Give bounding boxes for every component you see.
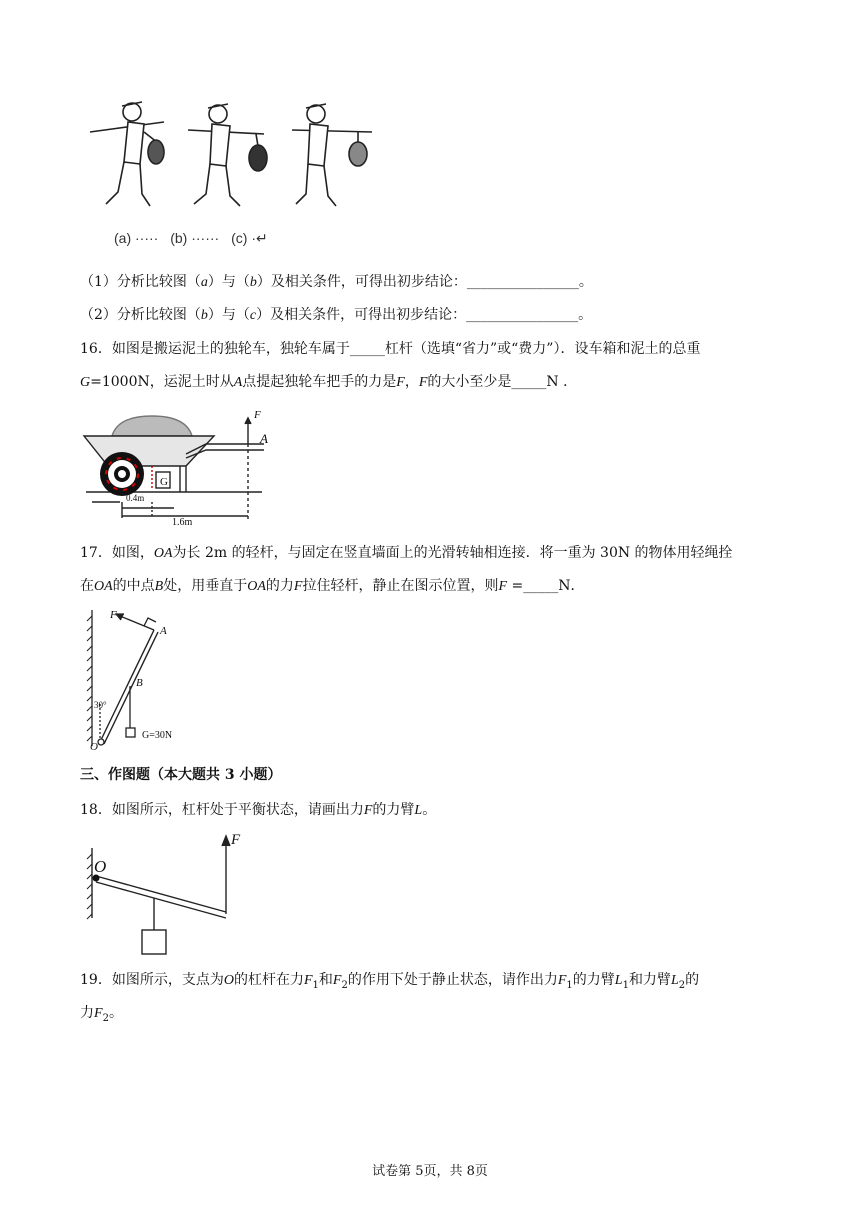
caption-sep-2: ······ <box>191 230 220 246</box>
label-O: O <box>90 741 98 752</box>
q16-wheelbarrow-figure <box>82 410 282 528</box>
page-footer: 试卷第 5页，共 8页 <box>372 1164 488 1179</box>
label-F: F <box>231 832 241 848</box>
q15-part1: （1）分析比较图（a）与（b）及相关条件，可得出初步结论：________________。 <box>80 274 593 290</box>
label-dist-1.6m: 1.6m <box>172 517 193 528</box>
answer-blank[interactable]: ________________ <box>466 274 579 290</box>
label-F: F <box>110 609 117 621</box>
carrying-people-illustration <box>84 92 384 252</box>
answer-blank[interactable]: _____ <box>349 341 385 357</box>
q17-line2: 在OA的中点B处，用垂直于OA的力F拉住轻杆，静止在图示位置，则F =_____N． <box>80 578 585 594</box>
label-B: B <box>136 677 143 689</box>
q15-figure-captions <box>114 230 268 247</box>
q15-figure <box>84 92 384 252</box>
q19-line2: 力$F_2$。 <box>80 1005 123 1024</box>
lever-diagram <box>84 826 254 958</box>
q16-line2: G=1000N，运泥土时从A点提起独轮车把手的力是F，F的大小至少是_____N ． <box>80 374 578 390</box>
q17-rod-figure <box>84 606 204 752</box>
caption-c: (c) <box>231 230 248 246</box>
label-F: F <box>254 410 261 421</box>
answer-blank[interactable]: _____ <box>523 578 559 594</box>
label-O: O <box>94 857 107 876</box>
caption-tail: ·↵ <box>251 230 268 246</box>
wheelbarrow-diagram <box>82 410 282 528</box>
label-A: A <box>260 431 268 446</box>
rod-diagram <box>84 606 204 752</box>
answer-blank[interactable]: ________________ <box>466 307 579 323</box>
caption-sep-1: ····· <box>135 230 159 246</box>
label-G: G <box>160 476 168 488</box>
q18-text: 18．如图所示，杠杆处于平衡状态，请画出力F的力臂L。 <box>80 802 437 818</box>
answer-blank[interactable]: _____ <box>511 374 547 390</box>
q17-line1: 17．如图，OA为长 2m 的轻杆，与固定在竖直墙面上的光滑转轴相连接．将一重为 30N 的物体用轻绳拴 <box>80 545 733 561</box>
q18-lever-figure <box>84 826 254 958</box>
caption-a: (a) <box>114 230 132 246</box>
label-weight: G=30N <box>142 730 173 741</box>
q15-part2: （2）分析比较图（b）与（c）及相关条件，可得出初步结论：________________。 <box>80 307 593 323</box>
label-A: A <box>160 625 167 637</box>
q19-line1: 19．如图所示，支点为O的杠杆在力$F_1$和$F_2$的作用下处于静止状态，请作出力$F_1$的力臂$L_1$和力臂$L_2$的 <box>80 972 700 991</box>
label-angle: 30° <box>94 700 107 710</box>
label-dist-0.4m: 0.4m <box>126 493 145 503</box>
q16-line1: 16．如图是搬运泥土的独轮车，独轮车属于_____杠杆（选填“省力”或“费力”）．设车箱和泥土的总重 <box>80 341 701 357</box>
section-heading: 三、作图题（本大题共 3 小题） <box>80 767 282 783</box>
caption-b: (b) <box>170 230 188 246</box>
